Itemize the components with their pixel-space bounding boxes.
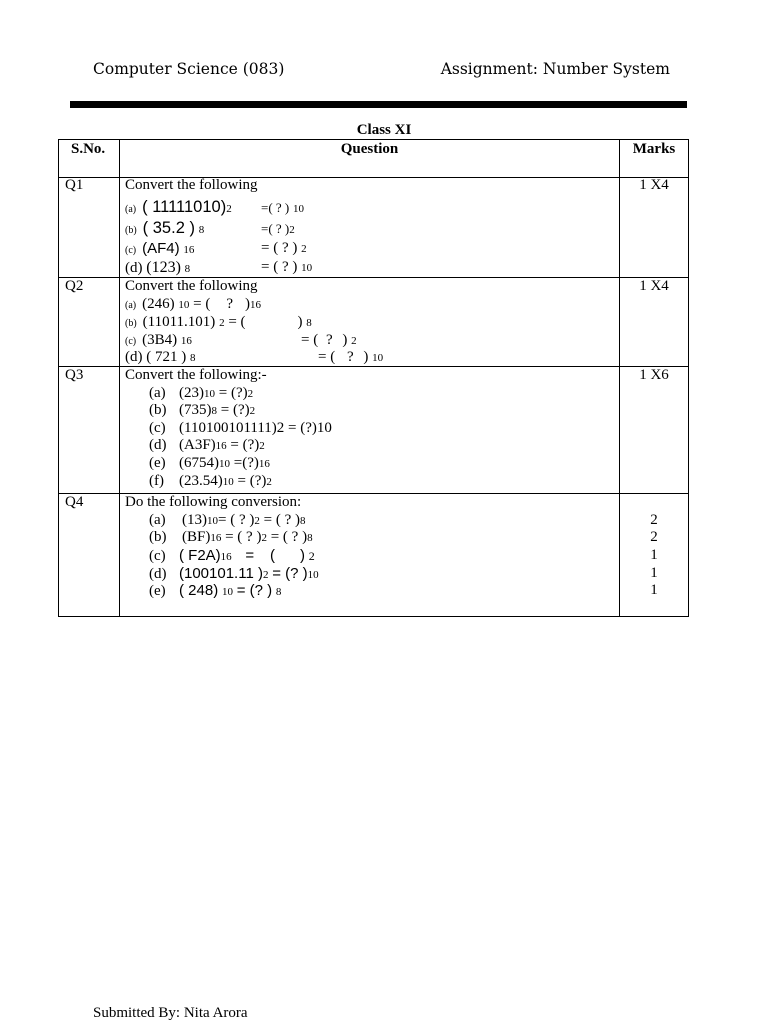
table-border-top [58, 139, 689, 140]
base: 2 [262, 569, 269, 581]
number: ( 721 ) [146, 349, 187, 365]
result-base: 10 [301, 262, 313, 274]
question-number: Q4 [65, 494, 84, 510]
result-base: 2 [259, 440, 265, 452]
q1-part-b [125, 220, 204, 239]
base: 10 [219, 458, 230, 470]
base: 16 [215, 440, 227, 452]
q4-part-a [149, 512, 305, 530]
part-marks: 1 [650, 547, 658, 563]
result-open: = ( [193, 296, 211, 312]
q2-part-d-result [318, 349, 383, 367]
number: ( 35.2 ) [142, 219, 195, 237]
result-base: 2 [301, 243, 307, 255]
question-marks: 1 X4 [639, 278, 669, 294]
subject-title: Computer Science (083) [93, 60, 285, 78]
part-label: (b) [149, 529, 167, 545]
base: 16 [183, 244, 195, 256]
table-border-right [688, 139, 689, 617]
part-label: (c) [125, 245, 137, 256]
result-base: 16 [250, 299, 261, 311]
q3-part-b [149, 402, 255, 420]
q3-part-f [149, 473, 272, 491]
q1-part-d [125, 259, 190, 278]
question-prompt: Convert the following [125, 177, 258, 193]
result-open: = ( [318, 349, 336, 365]
question-number: Q3 [65, 367, 84, 383]
part-label: (a) [125, 300, 137, 311]
q1-part-b-result [261, 220, 295, 239]
number: ( F2A) [179, 547, 221, 564]
result-open: = ( [228, 314, 246, 330]
number: (100101.11 ) [179, 565, 263, 582]
placeholder: ? [226, 296, 233, 312]
part-marks: 2 [650, 512, 658, 528]
part-label: (f) [149, 473, 164, 489]
result-base: 8 [299, 515, 306, 527]
part-label: (c) [149, 548, 166, 564]
result-close: ) [297, 314, 303, 330]
number: (A3F) [179, 437, 216, 453]
result-base: 2 [289, 224, 295, 236]
number: (11011.101) [142, 314, 216, 330]
class-title: Class XI [356, 122, 412, 138]
base: 10 [178, 299, 190, 311]
part-label: (c) [125, 336, 137, 347]
result: = (? ) [272, 565, 308, 582]
q2-part-b [125, 314, 312, 332]
result: = ( ? ) [263, 512, 300, 528]
number: (735) [179, 402, 212, 418]
question-prompt: Convert the following:- [125, 367, 267, 383]
question-number: Q1 [65, 177, 84, 193]
q4-part-b [149, 529, 313, 547]
number: (AF4) [142, 240, 180, 257]
column-header-sno: S.No. [71, 141, 106, 157]
part-label: (a) [125, 204, 137, 215]
placeholder: ? [346, 349, 354, 365]
number: ( 11111010) [142, 198, 227, 216]
result-equals: = [245, 547, 255, 564]
part-label: (d) [149, 437, 167, 453]
part-label: (a) [149, 385, 166, 401]
q1-part-a-result [261, 199, 304, 218]
part-label: (d) [125, 260, 143, 276]
result: = (?) [237, 473, 267, 489]
table-border-left [58, 139, 59, 617]
result: =( ? ) [261, 221, 290, 236]
result-close: ) [245, 296, 250, 312]
question-number: Q2 [65, 278, 84, 294]
column-separator [119, 139, 120, 617]
q2-part-c [125, 332, 192, 350]
number: (BF) [182, 529, 211, 545]
number: ( 248) [179, 582, 219, 599]
number: (3B4) [142, 332, 178, 348]
q3-part-c [149, 420, 332, 437]
part-marks: 1 [650, 582, 658, 598]
q3-part-a [149, 385, 253, 403]
q1-part-c-result [261, 240, 307, 258]
part-label: (b) [149, 402, 167, 418]
number: (23) [179, 385, 204, 401]
result-open: = ( [301, 332, 319, 348]
column-header-marks: Marks [632, 141, 676, 157]
part-label: (b) [125, 225, 137, 236]
q4-part-c [149, 547, 315, 566]
q2-part-d [125, 349, 196, 367]
result: = (?) [230, 437, 260, 453]
intermediate: = ( ? ) [225, 529, 262, 545]
base: 16 [210, 532, 222, 544]
question-prompt: Do the following conversion: [125, 494, 302, 510]
base: 10 [222, 476, 234, 488]
result: = (? ) [236, 582, 273, 599]
number: (246) [142, 296, 175, 312]
intermediate-base: 2 [254, 515, 260, 527]
result: =( ? ) [261, 200, 290, 215]
result-base: 2 [308, 549, 315, 563]
base: 16 [180, 335, 192, 347]
result-close: ) [363, 349, 369, 365]
base: 10 [221, 586, 233, 598]
base: 10 [207, 515, 218, 527]
q1-part-d-result [261, 259, 312, 277]
number: (123) [146, 259, 181, 276]
result: = ( ? ) [261, 259, 298, 275]
result-base: 10 [372, 352, 384, 364]
q1-part-a [125, 199, 232, 218]
result-base: 2 [247, 388, 254, 400]
placeholder: ? [325, 332, 333, 348]
q2-part-a [125, 296, 261, 314]
table-border-bottom [58, 616, 689, 617]
q1-part-c [125, 240, 194, 259]
result-base: 10 [293, 203, 305, 215]
result-base: 2 [249, 405, 256, 417]
base: 16 [220, 551, 232, 563]
result: = (?) [220, 402, 250, 418]
base: 8 [184, 263, 191, 275]
part-label: (d) [149, 566, 167, 582]
expression: (110100101111)2 = (?)10 [179, 420, 332, 436]
result-base: 10 [307, 569, 319, 581]
number: (23.54) [179, 473, 223, 489]
question-marks: 1 X4 [639, 177, 669, 193]
result: =(?) [233, 455, 259, 471]
header-rule [70, 101, 687, 108]
result-base: 16 [258, 458, 270, 470]
number: (13) [182, 512, 207, 528]
part-label: (e) [149, 583, 166, 599]
base: 8 [211, 405, 217, 417]
number: (6754) [179, 455, 219, 471]
result-base: 2 [266, 476, 272, 488]
base: 8 [190, 352, 196, 364]
result-base: 8 [275, 586, 282, 598]
result-base: 2 [351, 335, 357, 347]
column-header-question: Question [340, 141, 399, 157]
footer-submitted-by: Submitted By: Nita Arora [93, 1005, 248, 1021]
part-label: (e) [149, 455, 166, 471]
q3-part-d [149, 437, 265, 455]
q3-part-e [149, 455, 270, 473]
result: = ( ? ) [261, 240, 298, 256]
result-base: 8 [306, 317, 312, 329]
q2-part-c-result [301, 332, 357, 350]
base: 8 [198, 224, 205, 236]
base: 10 [204, 388, 215, 400]
base: 2 [226, 203, 232, 215]
result-close: ) [342, 332, 348, 348]
result-base: 8 [307, 532, 313, 544]
q4-part-e [149, 582, 281, 601]
question-marks: 1 X6 [639, 367, 669, 383]
part-marks: 1 [650, 565, 658, 581]
part-label: (c) [149, 420, 166, 436]
question-table [58, 139, 689, 617]
result-blank: ( ) [269, 547, 305, 564]
result: = ( ? ) [270, 529, 308, 545]
question-prompt: Convert the following [125, 278, 258, 294]
result: = (?) [218, 385, 248, 401]
intermediate: = ( ? ) [218, 512, 255, 528]
part-label: (a) [149, 512, 166, 528]
intermediate-base: 2 [261, 532, 267, 544]
base: 2 [219, 317, 225, 329]
part-label: (d) [125, 349, 143, 365]
part-marks: 2 [650, 529, 658, 545]
part-label: (b) [125, 318, 137, 329]
assignment-title: Assignment: Number System [440, 60, 670, 78]
